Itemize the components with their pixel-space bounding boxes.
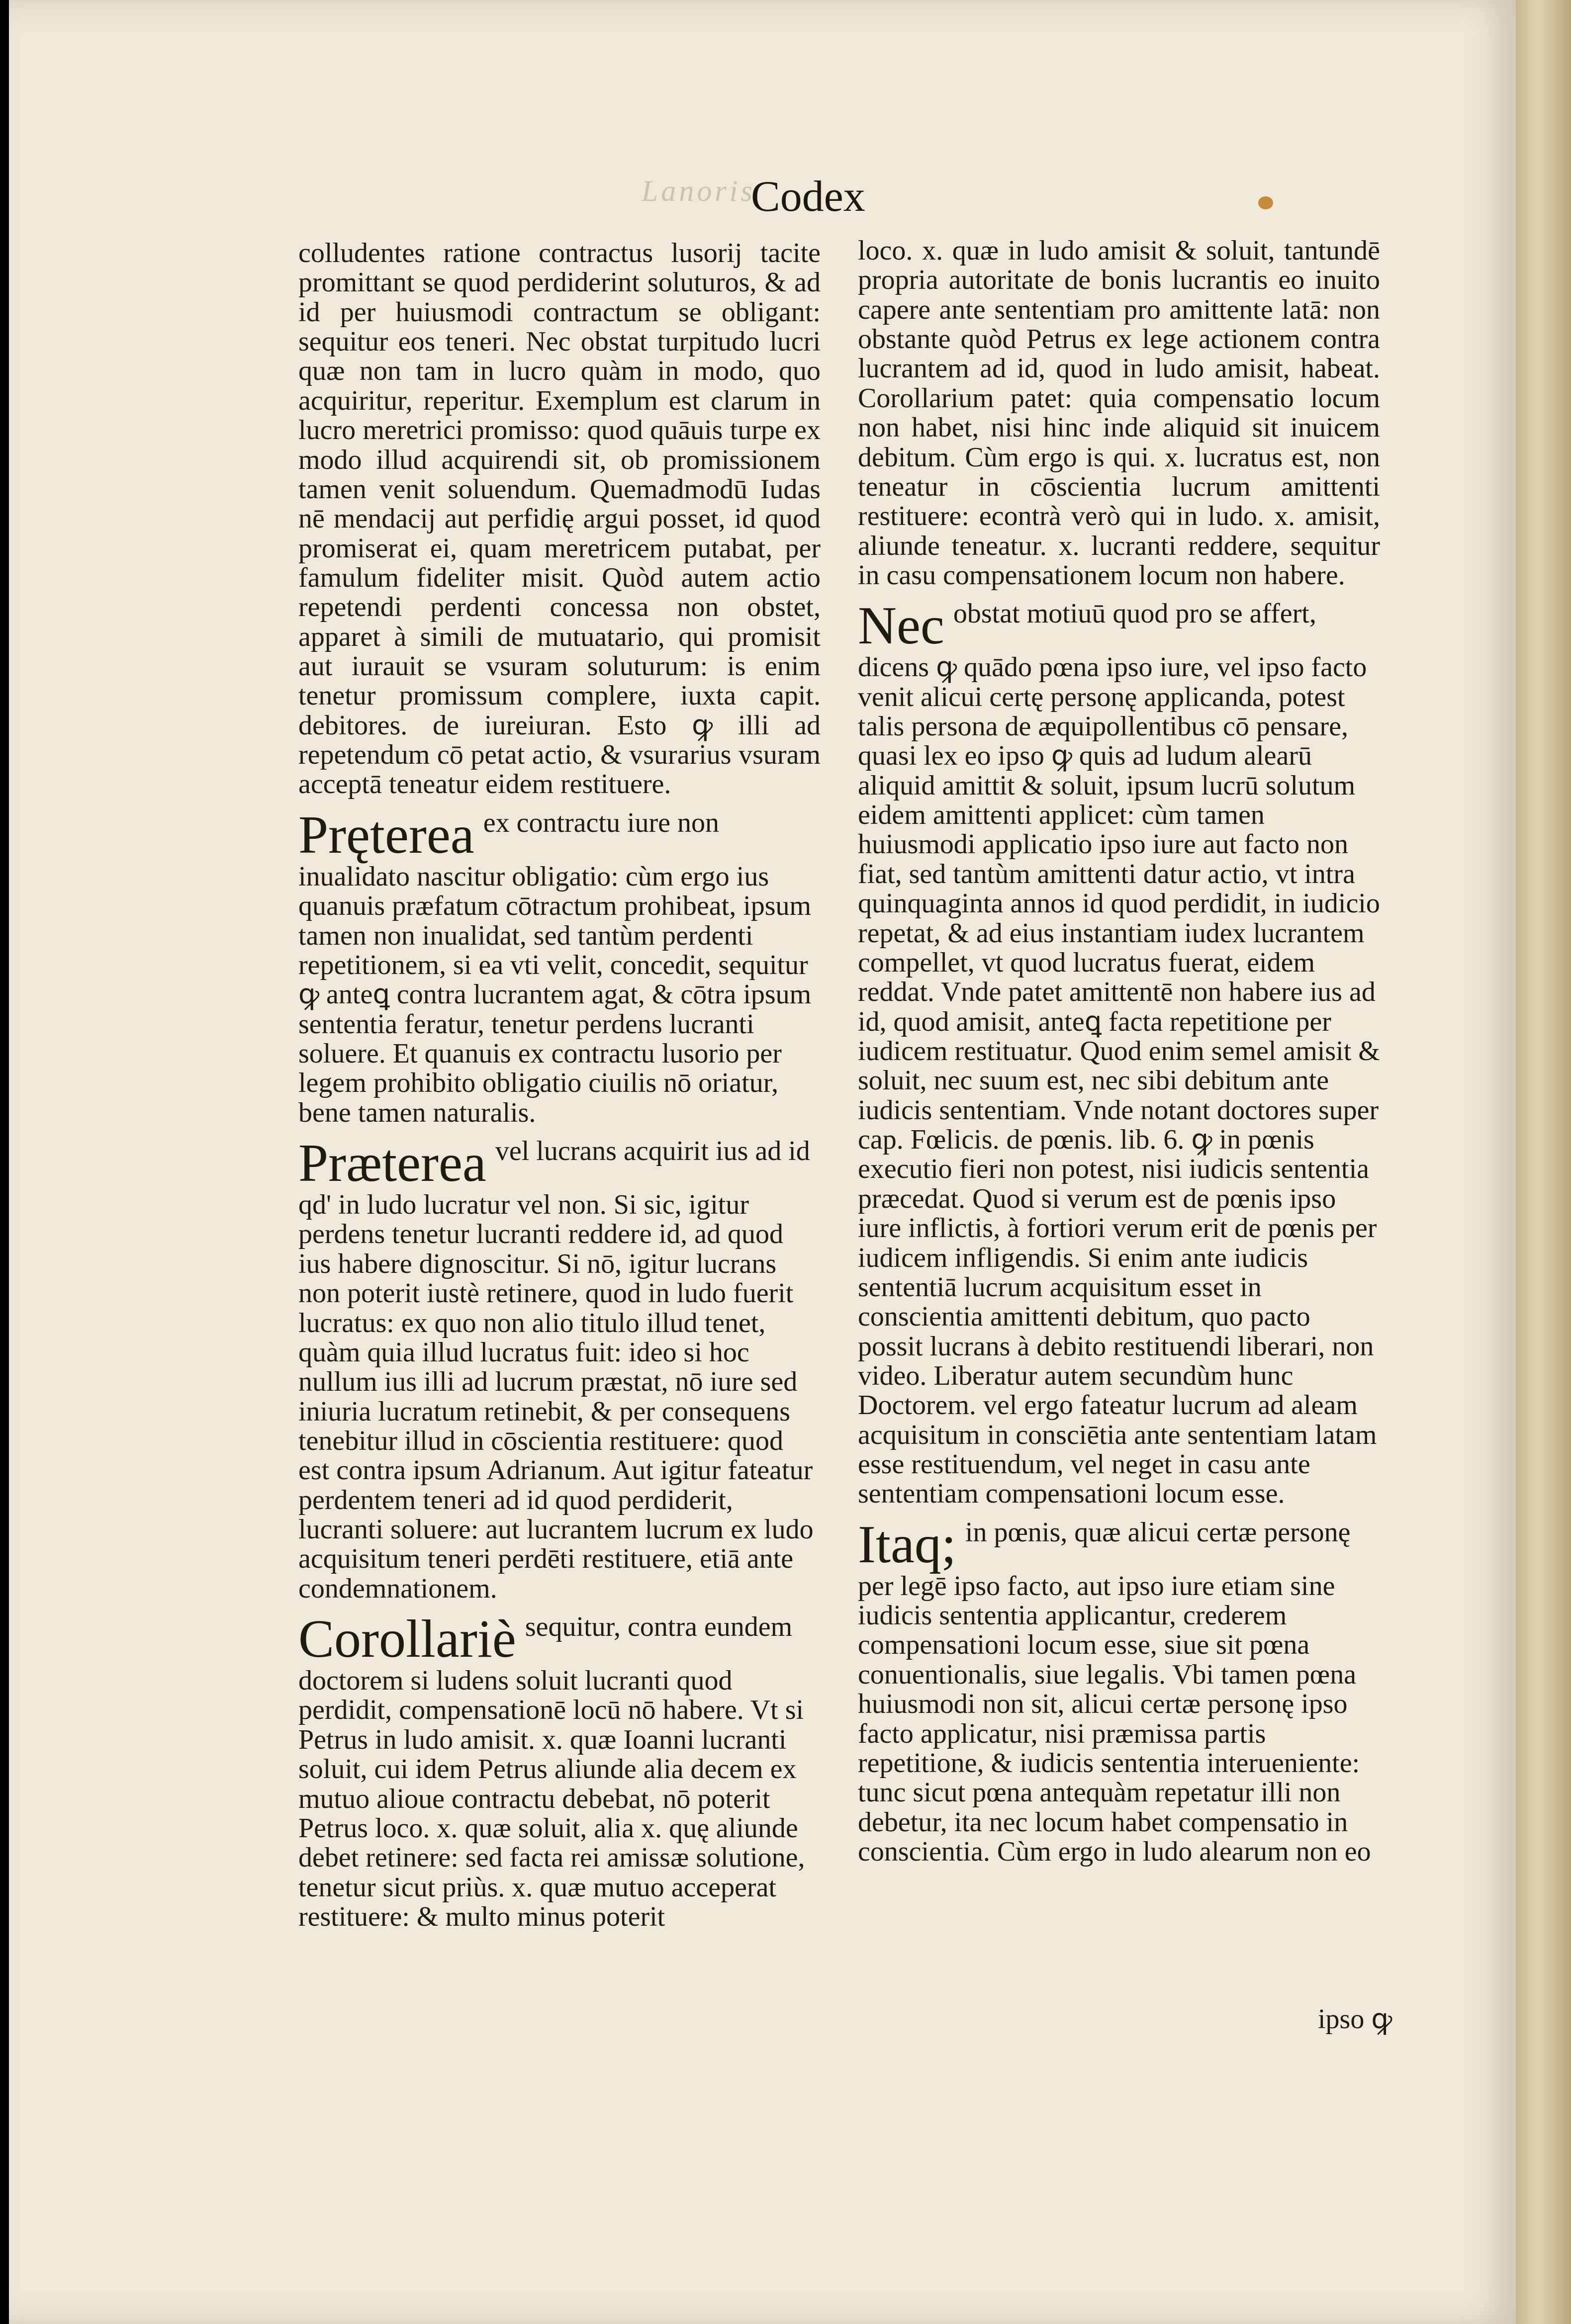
paragraph-block: [858, 1515, 1380, 1867]
paragraph: vel lucrans acquirit ius ad id qd' in ludo lucratur vel non. Si sic, igitur perdens tenetur lucranti reddere id, ad quod ius habere dignoscitur. Si nō, igitur lucrans non poterit iustè retinere, quod in ludo fuerit lucratus: ex quo non alio titulo illud tenet, quàm quia illud lucratus fuit: ideo si hoc nullum ius illi ad lucrum præstat, nō iure sed iniuria lucratum retinebit, & per consequens tenebitur illud in cōscientia restituere: quod est contra ipsum Adrianum. Aut igitur fateatur perdentem teneri ad id quod perdiderit, lucranti soluere: aut lucrantem lucrum ex ludo acquisitum teneri perdēti restituere, etiā ante condemnationem.: [298, 1136, 814, 1604]
initial-word: Præterea: [298, 1134, 486, 1193]
paragraph-block: [298, 1134, 821, 1604]
paragraph: loco. x. quæ in ludo amisit & soluit, tantundē propria autoritate de bonis lucrantis eo inuito capere ante sententiam pro amittente latā: non obstante quòd Petrus ex lege actionem contra lucrantem ad id, quod in ludo amisit, habeat. Corollarium patet: quia compensatio locum non habet, nisi hinc inde aliquid sit inuicem debitum. Cùm ergo is qui. x. lucratus est, non teneatur in cōscientia lucrum amittenti restituere: econtrà verò qui in ludo. x. amisit, aliunde teneatur. x. lucranti reddere, sequitur in casu compensationem locum non habere.: [858, 235, 1380, 591]
paragraph-block: [298, 1609, 821, 1932]
page-title: Codex: [751, 173, 865, 221]
ink-spot: [1258, 196, 1273, 209]
initial-word: Nec: [858, 596, 944, 656]
initial-word: Corollariè: [298, 1609, 516, 1669]
right-column: [858, 236, 1380, 1867]
paragraph-block: [858, 596, 1380, 1510]
catchword: ipso ꝙ: [1318, 2004, 1392, 2035]
initial-word: Pręterea: [298, 805, 474, 865]
paragraph: colludentes ratione contractus lusorij tacite promittant se quod perdiderint soluturos, & ad id per huiusmodi contractum se obligant: sequitur eos teneri. Nec obstat turpitudo lucri quæ non tam in lucro quàm in modo, quo acquiritur, reperitur. Exemplum est clarum in lucro meretrici promisso: quod quāuis turpe ex modo illud acquirendi sit, ob promissionem tamen venit soluendum. Quemadmodū Iudas nē mendacij aut perfidię argui posset, id quod promiserat ei, quam meretricem putabat, per famulum fideliter misit. Quòd autem actio repetendi perdenti concessa non obstet, apparet à simili de mutuatario, qui promisit aut iurauit se vsuram soluturum: is enim tenetur promissum complere, iuxta capit. debitores. de iureiuran. Esto ꝙ illi ad repetendum cō petat actio, & vsurarius vsuram acceptā teneatur eidem restituere.: [298, 238, 821, 800]
paragraph: sequitur, contra eundem doctorem si ludens soluit lucranti quod perdidit, compensationē locū nō habere. Vt si Petrus in ludo amisit. x. quæ Ioanni lucranti soluit, cui idem Petrus aliunde alia decem ex mutuo alioue contractu debebat, nō poterit Petrus loco. x. quæ soluit, alia x. quę aliunde debet retinere: sed facta rei amissæ solutione, tenetur sicut priùs. x. quæ mutuo acceperat restituere: & multo minus poterit: [298, 1611, 805, 1932]
paragraph: obstat motiuū quod pro se affert, dicens ꝙ quādo pœna ipso iure, vel ipso facto venit alicui certę personę applicanda, potest talis persona de æquipollentibus cō pensare, quasi lex eo ipso ꝙ quis ad ludum alearū aliquid amittit & soluit, ipsum lucrū solutum eidem amittenti applicet: cùm tamen huiusmodi applicatio ipso iure aut facto non fiat, sed tantùm amittenti datur actio, vt intra quinquaginta annos id quod perdidit, in iudicio repetat, & ad eius instantiam iudex lucrantem compellet, vt quod lucratus fuerat, eidem reddat. Vnde patet amittentē non habere ius ad id, quod amisit, anteꝗ facta repetitione per iudicem restituatur. Quod enim semel amisit & soluit, nec suum est, nec sibi debitum ante iudicis sententiam. Vnde notant doctores super cap. Fœlicis. de pœnis. lib. 6. ꝙ in pœnis executio fieri non potest, nisi iudicis sententia præcedat. Quod si verum est de pœnis ipso iure inflictis, à fortiori verum erit de pœnis per iudicem infligendis. Si enim ante iudicis sententiā lucrum acquisitum esset in conscientia amittenti debitum, quo pacto possit lucrans à debito restituendi liberari, non video. Liberatur autem secundùm hunc Doctorem. vel ergo fateatur lucrum ad aleam acquisitum in consciētia ante sententiam latam esse restituendum, vel neget in casu ante sententiam compensationi locum esse.: [858, 598, 1380, 1510]
paragraph: in pœnis, quæ alicui certæ personę per legē ipso facto, aut ipso iure etiam sine iudicis sententia applicantur, crederem compensationi locum esse, siue sit pœna conuentionalis, siue legalis. Vbi tamen pœna huiusmodi non sit, alicui certæ personę ipso facto applicatur, nisi præmissa partis repetitione, & iudicis sententia interueniente: tunc sicut pœna antequàm repetatur illi non debetur, ita nec locum habet compensatio in conscientia. Cùm ergo in ludo alearum non eo: [858, 1517, 1371, 1867]
left-column: [298, 239, 821, 1932]
initial-word: Itaq;: [858, 1515, 956, 1574]
paragraph: ex contractu iure non inualidato nascitur obligatio: cùm ergo ius quanuis præfatum cōtractum prohibeat, ipsum tamen non inualidat, sed tantùm perdenti repetitionem, si ea vti velit, concedit, sequitur ꝙ anteꝗ contra lucrantem agat, & cōtra ipsum sententia feratur, tenetur perdens lucranti soluere. Et quanuis ex contractu lusorio per legem prohibito obligatio ciuilis nō oriatur, bene tamen naturalis.: [298, 807, 812, 1128]
page-edge: [1516, 0, 1571, 2324]
paragraph-block: [298, 805, 821, 1128]
show-through-text: Lanoris: [642, 175, 755, 207]
